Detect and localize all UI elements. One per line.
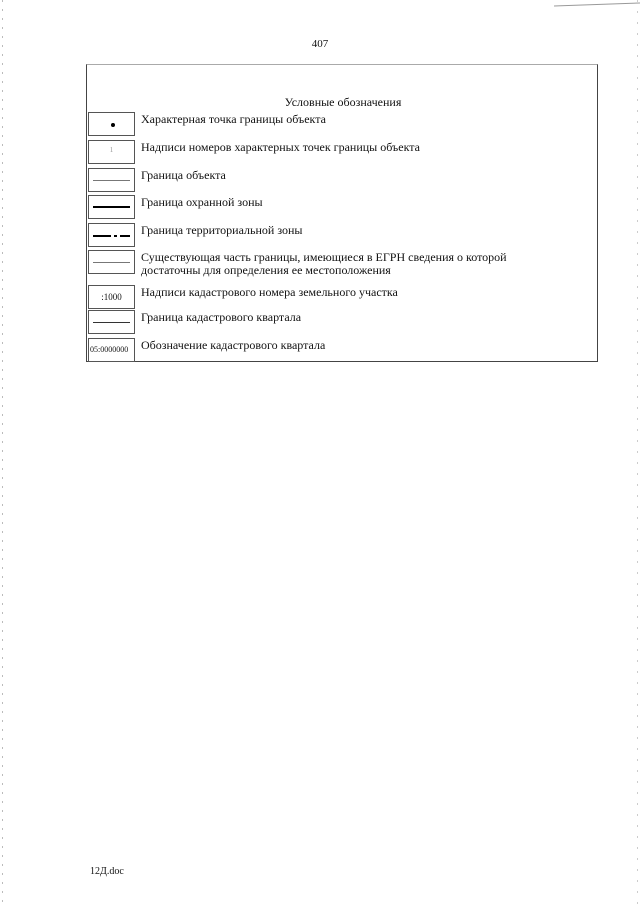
text-symbol xyxy=(88,338,135,362)
legend-label xyxy=(141,251,586,277)
legend-label: Граница объекта xyxy=(141,168,226,182)
legend-label-line: достаточны для определения ее местоположения xyxy=(141,263,391,277)
thin-line-icon xyxy=(93,322,130,323)
thin-line-symbol xyxy=(88,310,135,334)
legend-label-line: Существующая часть границы, имеющиеся в ЕГРН сведения о которой xyxy=(141,250,507,264)
legend-label: Граница кадастрового квартала xyxy=(141,310,302,324)
legend-label: Надписи кадастрового номера земельного участка xyxy=(141,285,398,299)
legend-row-object-boundary xyxy=(87,168,597,195)
legend-row-characteristic-point xyxy=(87,112,597,139)
point-number-symbol xyxy=(88,140,135,164)
legend-row-point-numbers xyxy=(87,140,597,167)
page-number: 407 xyxy=(311,38,329,50)
text-symbol xyxy=(88,285,135,309)
cadastral-number-sample: :1000 xyxy=(101,292,122,302)
legend-box xyxy=(86,64,598,362)
point-number-sample: 1 xyxy=(109,146,114,154)
thick-line-icon xyxy=(93,206,130,208)
document-filename: 12Д.doc xyxy=(90,866,124,877)
legend-row-territorial-zone xyxy=(87,223,597,250)
thin-line-icon xyxy=(93,180,130,181)
legend-row-protection-zone xyxy=(87,195,597,222)
legend-label: Надписи номеров характерных точек границы объекта xyxy=(141,140,420,154)
legend-row-cadastral-quarter-boundary xyxy=(87,310,597,337)
thick-line-symbol xyxy=(88,195,135,219)
legend-title: Условные обозначения xyxy=(284,95,402,109)
legend-label: Обозначение кадастрового квартала xyxy=(141,338,326,352)
thin-line-symbol xyxy=(88,168,135,192)
thin-line-symbol xyxy=(88,250,135,274)
legend-label: Граница территориальной зоны xyxy=(141,223,303,237)
dash-dot-line-symbol xyxy=(88,223,135,247)
cadastral-quarter-sample: 05:0000000 xyxy=(90,345,129,354)
dot-icon xyxy=(111,123,115,127)
thin-line-icon xyxy=(93,262,130,263)
legend-row-land-plot-number xyxy=(87,285,597,312)
dash-dot-line-icon xyxy=(93,235,130,237)
scan-corner-mark xyxy=(550,0,640,14)
scan-edge-left xyxy=(2,0,3,905)
legend-label: Граница охранной зоны xyxy=(141,195,263,209)
point-symbol xyxy=(88,112,135,136)
legend-row-cadastral-quarter-designation xyxy=(87,338,597,365)
scan-edge-right xyxy=(637,0,638,905)
legend-row-existing-boundary xyxy=(87,250,597,284)
legend-label: Характерная точка границы объекта xyxy=(141,112,326,126)
